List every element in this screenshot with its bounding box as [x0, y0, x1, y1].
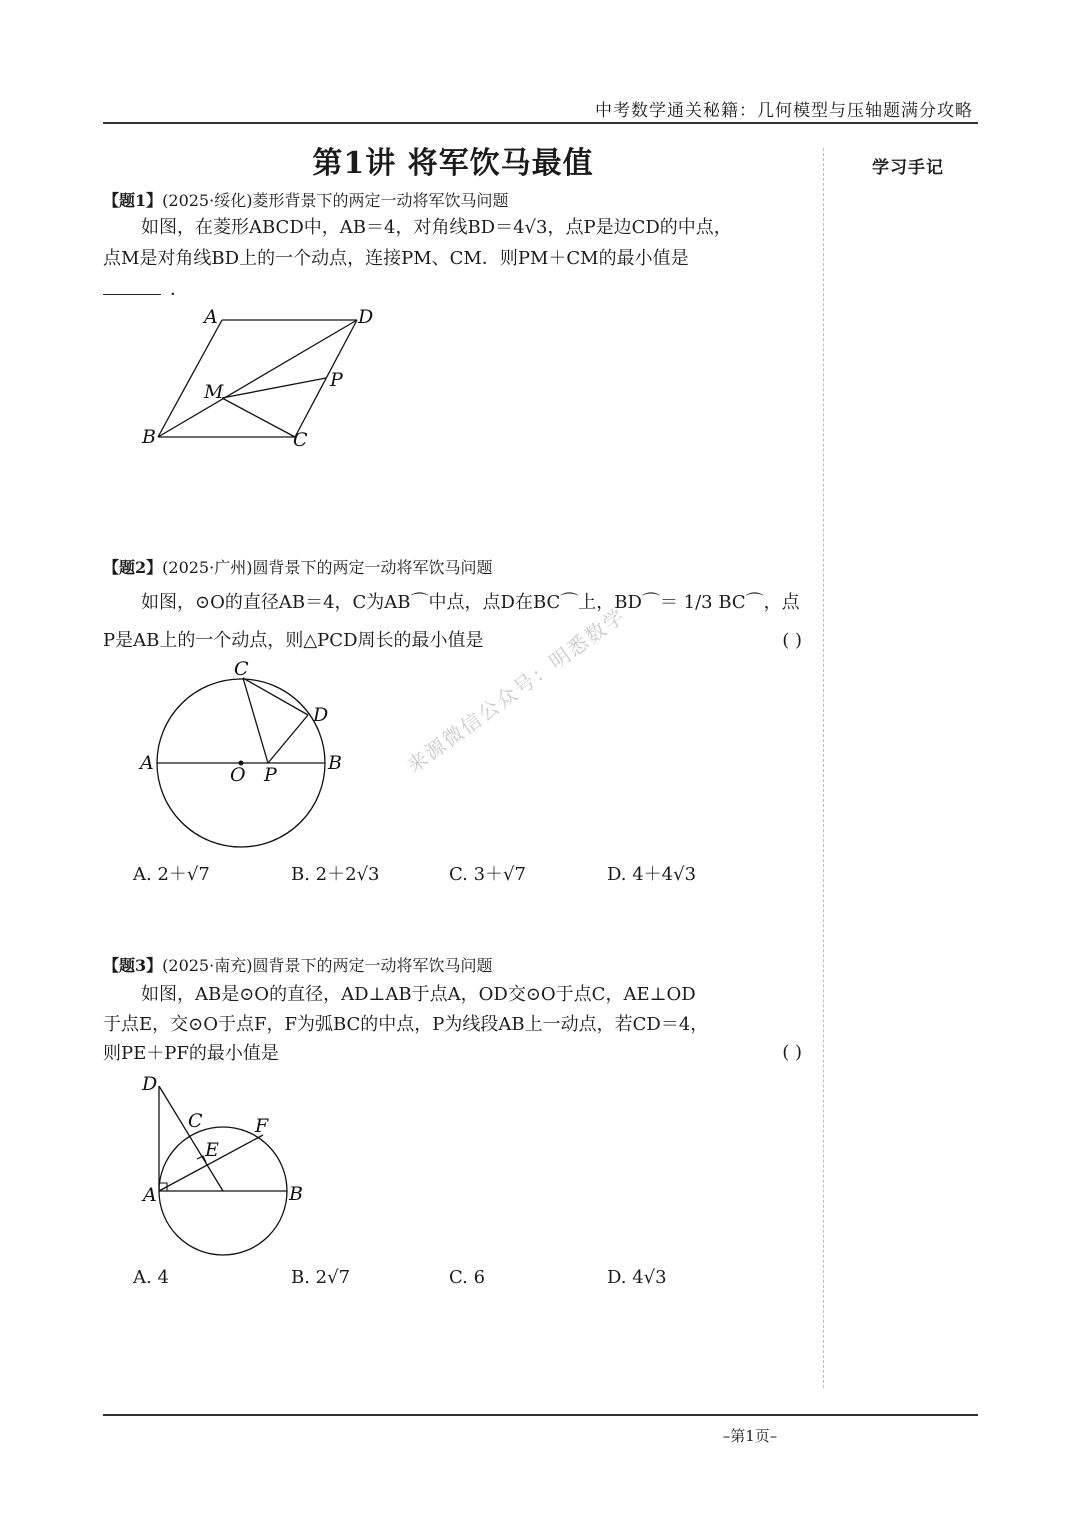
q1-source: (2025·绥化) — [162, 191, 253, 210]
q3-source: (2025·南充) — [162, 956, 253, 975]
q1-topic: 菱形背景下的两定一动将军饮马问题 — [252, 191, 509, 210]
q1-segment-mc — [222, 398, 295, 437]
q2-label-d: D — [313, 704, 329, 726]
q3-option-d: D. 4√3 — [607, 1267, 667, 1288]
q1-figure-rhombus — [130, 300, 390, 460]
q3-label-c: C — [188, 1110, 203, 1132]
q2-source: (2025·广州) — [162, 558, 253, 577]
q1-line1: 如图，在菱形ABCD中，AB＝4，对角线BD＝4√3，点P是边CD的中点， — [141, 217, 732, 238]
q1-label-a: A — [204, 306, 218, 328]
q1-diagonal-bd — [158, 320, 357, 437]
q3-label-b: B — [289, 1183, 303, 1205]
q3-label-a: A — [143, 1184, 157, 1206]
q1-tag: 【题1】 — [103, 191, 163, 210]
page-number: –第1页– — [722, 1427, 778, 1445]
q1-heading — [103, 188, 508, 211]
notes-divider — [823, 148, 824, 1388]
q1-edge-ab — [158, 320, 222, 437]
q2-option-a: A. 2＋√7 — [133, 864, 210, 885]
q3-option-a: A. 4 — [133, 1267, 169, 1288]
q3-answer-paren: ( ) — [782, 1042, 802, 1063]
notes-label: 学习手记 — [872, 158, 944, 178]
q2-figure-circle — [130, 655, 360, 855]
q1-label-d: D — [358, 306, 374, 328]
q3-option-b: B. 2√7 — [291, 1267, 351, 1288]
q2-option-b: B. 2＋2√3 — [291, 864, 380, 885]
book-title: 中考数学通关秘籍：几何模型与压轴题满分攻略 — [595, 101, 973, 121]
q2-answer-paren: ( ) — [782, 630, 802, 651]
q2-label-c: C — [234, 658, 249, 680]
q3-figure-circle — [135, 1070, 335, 1260]
q2-option-c: C. 3＋√7 — [449, 864, 526, 885]
q1-label-m: M — [204, 381, 224, 403]
q2-option-d: D. 4＋4√3 — [607, 864, 697, 885]
q2-label-o: O — [230, 764, 246, 786]
q2-line1: 如图，⊙O的直径AB＝4，C为AB⌒中点，点D在BC⌒上，BD⌒＝ 1/3 BC⌒，点 — [141, 592, 800, 613]
q3-option-c: C. 6 — [449, 1267, 486, 1288]
q1-line2: 点M是对角线BD上的一个动点，连接PM、CM．则PM＋CM的最小值是 — [103, 248, 689, 269]
header-rule — [103, 122, 978, 124]
q1-label-b: B — [142, 426, 156, 448]
q3-label-d: D — [142, 1073, 158, 1095]
lecture-title: 第1讲 将军饮马最值 — [312, 146, 594, 181]
q2-label-a: A — [140, 752, 154, 774]
q1-answer-blank — [103, 294, 161, 295]
q3-heading — [103, 953, 492, 976]
q2-line2: P是AB上的一个动点，则△PCD周长的最小值是 — [103, 630, 484, 651]
q1-label-c: C — [293, 429, 308, 451]
q2-topic: 圆背景下的两定一动将军饮马问题 — [252, 558, 493, 577]
q2-heading — [103, 555, 492, 578]
q3-line1: 如图，AB是⊙O的直径，AD⊥AB于点A，OD交⊙O于点C，AE⊥OD — [141, 984, 696, 1005]
q2-tag: 【题2】 — [103, 558, 163, 577]
q2-segment-dp — [268, 715, 308, 763]
q1-label-p: P — [330, 369, 343, 391]
q3-label-e: E — [205, 1139, 219, 1161]
footer-rule — [103, 1414, 978, 1416]
q3-line2: 于点E，交⊙O于点F，F为弧BC的中点，P为线段AB上一动点，若CD＝4， — [103, 1014, 709, 1035]
q3-topic: 圆背景下的两定一动将军饮马问题 — [252, 956, 493, 975]
q3-label-f: F — [255, 1115, 269, 1137]
q2-label-b: B — [328, 752, 342, 774]
q2-label-p: P — [264, 764, 277, 786]
q1-segment-mp — [222, 378, 326, 398]
q3-tag: 【题3】 — [103, 956, 163, 975]
q1-line3-end: ． — [170, 279, 188, 300]
watermark: 来源微信公众号：明悉数学 — [402, 603, 631, 778]
q3-line3: 则PE＋PF的最小值是 — [103, 1043, 279, 1064]
